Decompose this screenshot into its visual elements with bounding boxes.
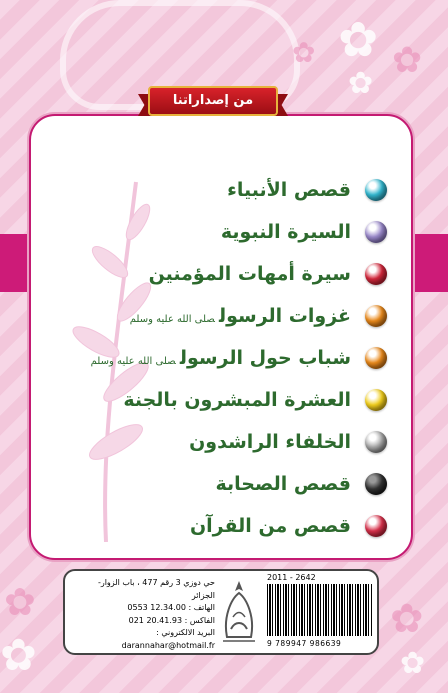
bullet-ball-icon — [365, 431, 387, 453]
list-item[interactable] — [221, 217, 387, 247]
bullet-ball-icon — [365, 389, 387, 411]
publisher-info-box — [63, 569, 379, 655]
banner-label: من إصداراتنا — [148, 86, 278, 116]
honorific: صلى الله عليه وسلم — [129, 314, 215, 325]
publisher-logo-icon — [217, 577, 261, 647]
barcode — [267, 584, 373, 636]
bullet-ball-icon — [365, 515, 387, 537]
publisher-email[interactable]: البريد الالكتروني : darannahar@hotmail.fr — [121, 628, 215, 650]
book-title: قصص الصحابة — [215, 473, 351, 495]
list-item[interactable] — [123, 385, 387, 415]
bullet-ball-icon — [365, 473, 387, 495]
book-title: غزوات الرسولصلى الله عليه وسلم — [129, 305, 351, 327]
book-title: قصص الأنبياء — [227, 179, 351, 201]
flower-icon: ✿ — [392, 40, 423, 81]
bullet-ball-icon — [365, 221, 387, 243]
book-title: الخلفاء الراشدون — [189, 431, 351, 453]
flower-icon: ✿ — [292, 36, 316, 69]
list-item[interactable] — [190, 511, 387, 541]
publisher-fax: الفاكس : 021 20.41.93 — [128, 615, 215, 625]
list-item[interactable] — [130, 301, 387, 331]
book-title: السيرة النبوية — [220, 221, 351, 243]
flower-icon: ✿ — [4, 580, 36, 624]
book-title: سيرة أمهات المؤمنين — [148, 263, 351, 285]
book-title: شباب حول الرسولصلى الله عليه وسلم — [90, 347, 351, 369]
list-item[interactable] — [149, 259, 387, 289]
book-title: قصص من القرآن — [189, 515, 351, 537]
honorific: صلى الله عليه وسلم — [90, 356, 176, 367]
bullet-ball-icon — [365, 305, 387, 327]
publisher-phone: الهاتف : 0553 12.34.00 — [127, 603, 215, 612]
list-item[interactable] — [215, 469, 387, 499]
bullet-ball-icon — [365, 179, 387, 201]
publisher-contact — [75, 577, 215, 652]
list-item[interactable] — [227, 175, 387, 205]
list-item[interactable] — [91, 343, 387, 373]
book-title: العشرة المبشرون بالجنة — [123, 389, 351, 411]
flower-icon: ✿ — [400, 646, 426, 681]
book-list-card — [29, 114, 413, 560]
leaf-branch-decoration — [46, 142, 166, 542]
flower-icon: ✿ — [338, 12, 379, 68]
publications-banner — [138, 86, 288, 118]
barcode-number: 9 789947 986639 — [267, 639, 342, 648]
issn-number: 2011 - 2642 — [267, 573, 316, 582]
bullet-ball-icon — [365, 347, 387, 369]
flower-icon: ✿ — [348, 66, 374, 101]
list-item[interactable] — [189, 427, 387, 457]
publisher-address: حي دوزي 3 رقم 477 ، باب الزوار- الجزائر — [97, 578, 215, 600]
bullet-ball-icon — [365, 263, 387, 285]
flower-icon: ✿ — [390, 596, 424, 642]
flower-icon: ✿ — [0, 630, 37, 681]
